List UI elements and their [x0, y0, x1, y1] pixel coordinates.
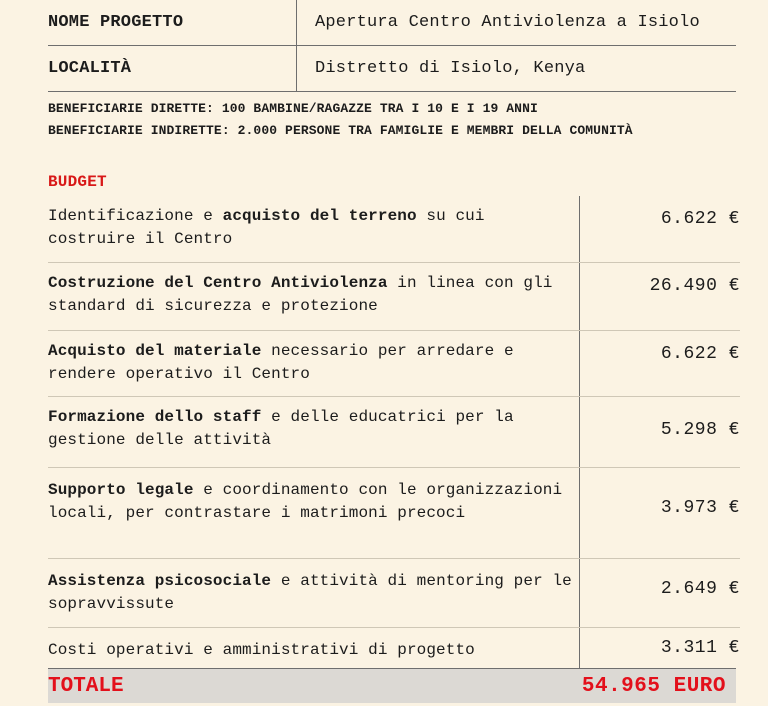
direct-beneficiaries: BENEFICIARIE DIRETTE: 100 BAMBINE/RAGAZZE TRA I 10 E I 19 ANNI	[48, 101, 538, 116]
project-info-table	[48, 0, 736, 92]
budget-item-description	[48, 559, 580, 627]
item-text-bold: Acquisto del materiale	[48, 342, 262, 360]
budget-row	[48, 263, 740, 331]
budget-title: BUDGET	[48, 173, 107, 191]
item-text-bold: Formazione dello staff	[48, 408, 262, 426]
budget-row	[48, 331, 740, 397]
budget-item-amount: 3.973 €	[660, 498, 740, 518]
item-text-post: su cui costruire il Centro	[48, 207, 485, 248]
item-text-post: e coordinamento con le organizzazioni locali, per contrastare i matrimoni precoci	[48, 481, 563, 522]
budget-row	[48, 468, 740, 559]
item-text-post: e delle educatrici per la gestione delle attività	[48, 408, 514, 449]
total-value: 54.965 EURO	[581, 674, 726, 698]
item-text-bold: Supporto legale	[48, 481, 194, 499]
item-text-pre: Identificazione e	[48, 207, 223, 225]
budget-table	[48, 196, 740, 674]
total-label: TOTALE	[48, 674, 124, 698]
project-name-label: NOME PROGETTO	[48, 0, 297, 45]
budget-item-description	[48, 397, 580, 467]
budget-item-amount: 26.490 €	[649, 276, 740, 296]
item-text-bold: Assistenza psicosociale	[48, 572, 272, 590]
project-location-row	[48, 45, 736, 91]
item-text-pre: Costi operativi e amministrativi di progetto	[48, 641, 475, 659]
budget-item-amount: 6.622 €	[660, 209, 740, 229]
item-text-post: in linea con gli standard di sicurezza e protezione	[48, 274, 553, 315]
budget-item-amount: 5.298 €	[660, 420, 740, 440]
project-location-label: LOCALITÀ	[48, 46, 297, 91]
budget-item-description	[48, 331, 580, 396]
budget-item-amount: 6.622 €	[660, 344, 740, 364]
total-bar	[48, 668, 736, 703]
budget-item-description	[48, 263, 580, 330]
project-name-value: Apertura Centro Antiviolenza a Isiolo	[315, 13, 700, 32]
item-text-post: e attività di mentoring per le sopravvissute	[48, 572, 572, 613]
item-text-bold: Costruzione del Centro Antiviolenza	[48, 274, 388, 292]
item-text-bold: acquisto del terreno	[222, 207, 417, 225]
item-text-post: necessario per arredare e rendere operativo il Centro	[48, 342, 514, 383]
budget-row	[48, 559, 740, 628]
budget-row	[48, 196, 740, 263]
budget-row	[48, 397, 740, 468]
budget-item-description	[48, 468, 580, 558]
indirect-beneficiaries: BENEFICIARIE INDIRETTE: 2.000 PERSONE TRA FAMIGLIE E MEMBRI DELLA COMUNITÀ	[48, 123, 633, 138]
budget-item-description	[48, 196, 580, 262]
beneficiaries-block	[48, 98, 768, 142]
budget-item-amount: 2.649 €	[660, 579, 740, 599]
project-location-value: Distretto di Isiolo, Kenya	[315, 59, 586, 78]
budget-item-amount: 3.311 €	[660, 638, 740, 658]
project-name-row	[48, 0, 736, 45]
